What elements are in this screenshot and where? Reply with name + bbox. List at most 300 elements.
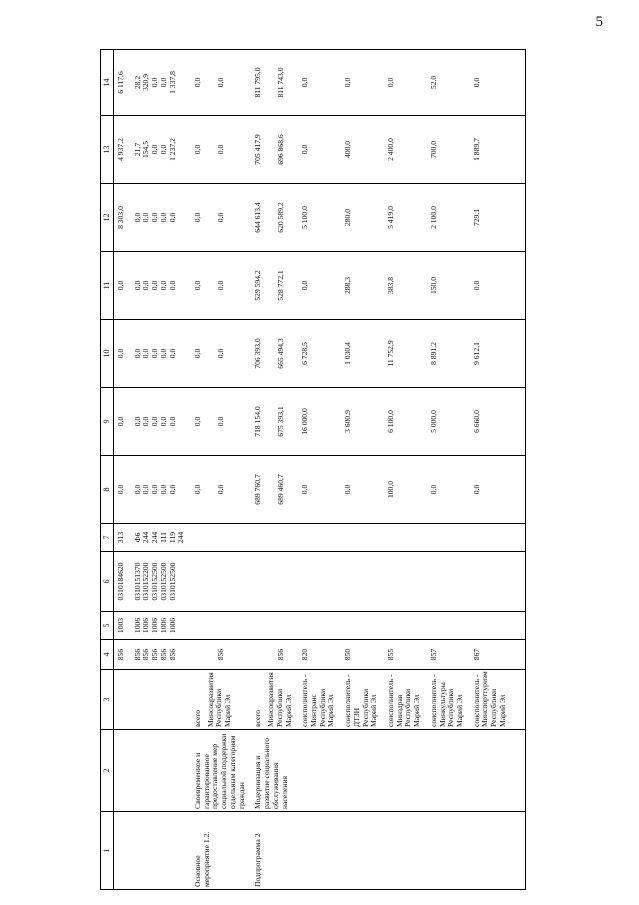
cell-value: 0,0 [141,212,151,223]
cell-col-4 [114,640,131,670]
cell-value: 856 [215,648,225,661]
col-header-1: 1 [101,812,114,890]
cell-col-7 [114,524,131,552]
cell-value: 0310152200 [141,562,151,601]
cell-value: 718 154,0 [253,406,263,437]
cell-value: 0,0 [471,484,481,495]
cell-col-1: Подпрограмма 2 [251,812,298,890]
cell-value: 0,0 [141,280,151,291]
table-row [384,50,427,890]
cell-col-8 [131,456,191,524]
cell-col-3 [114,670,131,730]
cell-value: 0,0 [132,416,142,427]
cell-col-11 [114,252,131,320]
cell-col-10 [470,320,513,388]
cell-col-1: Основное мероприятие 1.2. [191,812,251,890]
cell-col-3 [427,670,470,730]
cell-col-14 [384,50,427,116]
cell-value: 0,0 [215,416,225,427]
cell-col-3 [470,670,513,730]
cell-value: 0,0 [150,77,160,88]
cell-value: 5 419,0 [385,206,395,229]
cell-value: 5 000,0 [428,410,438,433]
table-filler-row [513,50,526,890]
cell-value: 0,0 [167,280,177,291]
filler-cell [513,730,526,812]
cell-value: 280,0 [343,208,353,227]
cell-value: соисполнитель - Минспорттуризм Республики Марий Эл [471,671,507,727]
cell-value: 856 [167,648,177,661]
cell-value: 1 237,2 [167,138,177,161]
filler-cell [513,670,526,730]
cell-value: 0310152500 [158,562,168,601]
cell-value: 620 589,2 [276,202,286,233]
cell-col-8 [191,456,251,524]
cell-col-12 [191,184,251,252]
cell-value: 1 337,8 [167,71,177,94]
cell-value: 857 [428,648,438,661]
cell-value: 0,0 [116,484,125,495]
cell-col-4 [341,640,384,670]
cell-value: 0,0 [471,280,481,291]
cell-value: 0,0 [167,212,177,223]
cell-value: всего [193,709,203,727]
cell-value: 0,0 [215,144,225,155]
cell-col-14 [341,50,384,116]
cell-col-5 [191,612,251,640]
cell-value: 0,0 [428,484,438,495]
cell-value: 0,0 [385,77,395,88]
cell-value: 1 889,7 [471,138,481,161]
cell-value: 811 743,0 [276,67,286,98]
cell-col-7 [384,524,427,552]
filler-cell [513,320,526,388]
cell-col-9 [341,388,384,456]
header-row [101,50,114,890]
cell-value: 0,0 [300,280,310,291]
cell-col-2 [470,730,513,812]
cell-col-6 [341,552,384,612]
cell-value: 1006 [150,617,160,634]
cell-value: 0,0 [158,348,168,359]
col-header-3: 3 [101,670,114,730]
table-row [131,50,191,890]
cell-col-10 [341,320,384,388]
cell-col-6 [131,552,191,612]
cell-col-2 [114,730,131,812]
cell-value: 244 [141,531,151,544]
col-header-12: 12 [101,184,114,252]
cell-col-14 [298,50,341,116]
cell-col-3 [191,670,251,730]
cell-value: 1 030,4 [343,342,353,365]
cell-col-7 [131,524,191,552]
filler-cell [513,456,526,524]
cell-value: 0,0 [158,484,168,495]
cell-value: 0,0 [343,77,353,88]
table-row [114,50,131,890]
cell-col-10 [298,320,341,388]
cell-col-13 [427,116,470,184]
cell-col-13 [191,116,251,184]
cell-col-12 [427,184,470,252]
cell-value: 2 100,0 [428,206,438,229]
cell-value: 0,0 [215,77,225,88]
cell-col-13 [341,116,384,184]
cell-value: 0,0 [132,280,142,291]
cell-value: 5 100,0 [300,206,310,229]
cell-value: 529 594,2 [253,270,263,301]
page-number: 5 [595,14,603,30]
cell-value [254,642,263,667]
cell-value: 0,0 [141,484,151,495]
cell-col-14 [114,50,131,116]
cell-value: 0,0 [343,484,353,495]
filler-cell [513,184,526,252]
cell-col-9 [114,388,131,456]
cell-value: 700,0 [428,140,438,159]
cell-value: 856 [150,648,160,661]
cell-value: 0,0 [150,348,160,359]
cell-col-3 [341,670,384,730]
cell-value: 705 417,9 [253,134,263,165]
cell-value: 28,2 [132,75,142,90]
cell-value: 0,0 [193,77,203,88]
table-row [251,50,298,890]
cell-value: 0,0 [193,212,203,223]
cell-value: 1006 [158,617,168,634]
cell-value: 0,0 [150,484,160,495]
cell-col-2 [298,730,341,812]
cell-value: 6 100,0 [385,410,395,433]
cell-col-11 [427,252,470,320]
cell-col-5 [427,612,470,640]
cell-value: Ф6 [132,532,142,543]
cell-value: 119 [167,531,177,544]
cell-col-7 [251,524,298,552]
cell-value: соисполнитель - Минтранс Республики Марий Эл [300,674,336,727]
cell-col-8 [251,456,298,524]
cell-value: 0,0 [132,484,142,495]
cell-col-4 [470,640,513,670]
col-header-11: 11 [101,252,114,320]
cell-col-10 [114,320,131,388]
cell-value: 0,0 [215,212,225,223]
cell-value: 706 393,0 [253,338,263,369]
cell-col-14 [470,50,513,116]
cell-col-10 [384,320,427,388]
cell-value: 0,0 [158,77,168,88]
cell-value: 729,1 [471,208,481,227]
cell-col-5 [341,612,384,640]
cell-value: 0,0 [116,348,125,359]
cell-col-11 [251,252,298,320]
filler-cell [513,812,526,890]
cell-col-2 [384,730,427,812]
cell-value: 0,0 [150,212,160,223]
cell-value: 21,7 [132,142,142,157]
cell-col-3 [251,670,298,730]
cell-col-13 [298,116,341,184]
table-row [470,50,513,890]
cell-value: 0,0 [158,416,168,427]
cell-value: 8 891,2 [428,342,438,365]
cell-col-2: Своевременное и гарантированное предоставление мер социальной поддержки отдельным категориям граждан [191,730,251,812]
cell-col-1 [470,812,513,890]
cell-value: всего [253,709,263,727]
cell-value: 856 [116,648,125,661]
cell-col-5 [470,612,513,640]
cell-value: 0310184620 [116,562,125,601]
cell-col-12 [470,184,513,252]
cell-col-4 [427,640,470,670]
cell-value: 0310152500 [167,562,177,601]
cell-value: 1006 [167,617,177,634]
cell-col-7 [427,524,470,552]
cell-col-13 [384,116,427,184]
table-row [298,50,341,890]
cell-col-9 [131,388,191,456]
cell-col-6 [427,552,470,612]
cell-col-9 [470,388,513,456]
cell-value: 400,0 [343,140,353,159]
cell-value: 0,0 [471,77,481,88]
cell-col-10 [427,320,470,388]
cell-value: 820 [300,648,310,661]
rotated-table-container [100,50,639,890]
cell-col-4 [131,640,191,670]
cell-value: 11 752,9 [385,340,395,367]
cell-value: Минсоцразвития Республики Марий Эл [266,672,293,727]
cell-col-5 [131,612,191,640]
cell-value: 0,0 [116,280,125,291]
cell-col-9 [384,388,427,456]
cell-col-12 [251,184,298,252]
cell-value: 689 460,7 [276,474,286,505]
col-header-13: 13 [101,116,114,184]
cell-col-5 [298,612,341,640]
cell-value: 100,0 [385,480,395,499]
cell-col-11 [131,252,191,320]
cell-value: 111 [158,532,168,543]
cell-col-5 [251,612,298,640]
filler-cell [513,552,526,612]
cell-value [194,642,203,667]
cell-col-3 [384,670,427,730]
cell-col-14 [251,50,298,116]
cell-value: 0,0 [167,348,177,359]
cell-col-7 [470,524,513,552]
cell-col-1 [131,812,191,890]
cell-value: 0,0 [193,348,203,359]
cell-value: 6 117,6 [116,71,125,94]
cell-value: 1006 [141,617,151,634]
cell-col-6 [384,552,427,612]
cell-col-4 [191,640,251,670]
col-header-5: 5 [101,612,114,640]
cell-value: 0,0 [300,144,310,155]
cell-value: 0,0 [215,484,225,495]
cell-col-4 [384,640,427,670]
col-header-6: 6 [101,552,114,612]
cell-col-3 [131,670,191,730]
cell-value: 0,0 [116,416,125,427]
cell-value: 9 612,1 [471,342,481,365]
cell-col-11 [341,252,384,320]
cell-value: 0,0 [300,77,310,88]
cell-value: 150,0 [428,276,438,295]
cell-col-11 [384,252,427,320]
cell-value: 0,0 [150,416,160,427]
cell-value: 8 303,0 [116,206,125,229]
cell-value: 244 [150,531,160,544]
filler-cell [513,50,526,116]
cell-col-6 [298,552,341,612]
table-row [341,50,384,890]
cell-col-8 [427,456,470,524]
cell-col-12 [131,184,191,252]
cell-value: 313 [116,531,125,544]
cell-value: 0,0 [158,212,168,223]
filler-cell [513,116,526,184]
cell-value: 0,0 [141,348,151,359]
cell-col-9 [298,388,341,456]
col-header-10: 10 [101,320,114,388]
cell-value: 0,0 [193,280,203,291]
col-header-2: 2 [101,730,114,812]
cell-value: 1003 [116,617,125,634]
cell-value: 2 400,0 [385,138,395,161]
cell-value: 0,0 [141,416,151,427]
cell-col-11 [298,252,341,320]
cell-value: 0,0 [215,280,225,291]
cell-value: 867 [471,648,481,661]
cell-col-4 [298,640,341,670]
cell-col-7 [298,524,341,552]
cell-value: 855 [385,648,395,661]
cell-value: 0,0 [132,212,142,223]
cell-value: 0,0 [300,484,310,495]
cell-value: 154,5 [141,140,151,159]
cell-value: соисполнитель - Минкультуры Республики Марий Эл [428,674,464,727]
cell-col-12 [298,184,341,252]
cell-col-7 [191,524,251,552]
cell-value: 52,0 [428,75,438,90]
cell-col-9 [427,388,470,456]
cell-col-1 [341,812,384,890]
col-header-4: 4 [101,640,114,670]
cell-value: 0,0 [158,280,168,291]
cell-col-5 [114,612,131,640]
cell-col-13 [470,116,513,184]
cell-value: 3 600,9 [343,410,353,433]
cell-value: 0,0 [193,484,203,495]
cell-value: Минсоцразвития Республики Марий Эл [205,672,233,727]
cell-col-8 [298,456,341,524]
cell-col-3 [298,670,341,730]
cell-col-12 [341,184,384,252]
col-header-14: 14 [101,50,114,116]
cell-value: 856 [141,648,151,661]
cell-value: 1006 [132,617,142,634]
cell-value: 850 [343,648,353,661]
cell-col-1 [114,812,131,890]
filler-cell [513,640,526,670]
table-row [191,50,251,890]
cell-value: 0,0 [215,348,225,359]
cell-col-8 [114,456,131,524]
cell-col-14 [131,50,191,116]
cell-col-10 [131,320,191,388]
cell-value: 16 000,0 [300,408,310,435]
cell-value: 856 [158,648,168,661]
cell-col-1 [427,812,470,890]
cell-col-2: Модернизация и развитие социального обслуживания населения [251,730,298,812]
cell-col-13 [131,116,191,184]
cell-col-14 [191,50,251,116]
cell-value: 244 [176,531,186,544]
cell-col-4 [251,640,298,670]
cell-value: 0,0 [167,416,177,427]
cell-col-12 [114,184,131,252]
cell-col-9 [191,388,251,456]
cell-col-5 [384,612,427,640]
cell-value: соисполнитель - ДТЗН Республики Марий Эл [343,674,379,727]
cell-value: 0310151370 [132,562,142,601]
cell-value: 320,9 [141,73,151,92]
filler-cell [513,252,526,320]
cell-col-11 [470,252,513,320]
cell-col-8 [470,456,513,524]
cell-value: 0,0 [193,416,203,427]
cell-col-2 [427,730,470,812]
cell-col-13 [114,116,131,184]
cell-value: 696 868,6 [276,134,286,165]
cell-col-1 [298,812,341,890]
cell-value: 0310152500 [150,562,160,601]
cell-value: 856 [132,648,142,661]
cell-col-7 [341,524,384,552]
filler-cell [513,612,526,640]
table-row [427,50,470,890]
cell-value: 288,3 [343,276,353,295]
cell-value: 644 613,4 [253,202,263,233]
col-header-7: 7 [101,524,114,552]
budget-table [100,49,526,890]
cell-value: 0,0 [167,484,177,495]
cell-col-9 [251,388,298,456]
cell-value: 0,0 [150,280,160,291]
cell-value: 675 393,1 [276,406,286,437]
cell-value: 811 795,0 [253,67,263,98]
cell-col-13 [251,116,298,184]
cell-col-10 [251,320,298,388]
col-header-9: 9 [101,388,114,456]
cell-col-8 [384,456,427,524]
cell-value: 0,0 [132,348,142,359]
cell-value: 0,0 [150,144,160,155]
cell-col-1 [384,812,427,890]
cell-value: 4 937,2 [116,138,125,161]
cell-col-6 [191,552,251,612]
table-body [114,50,526,890]
cell-col-11 [191,252,251,320]
cell-value: 6 660,0 [471,410,481,433]
cell-col-10 [191,320,251,388]
cell-value: 0,0 [193,144,203,155]
cell-value: 665 494,3 [276,338,286,369]
cell-col-2 [131,730,191,812]
